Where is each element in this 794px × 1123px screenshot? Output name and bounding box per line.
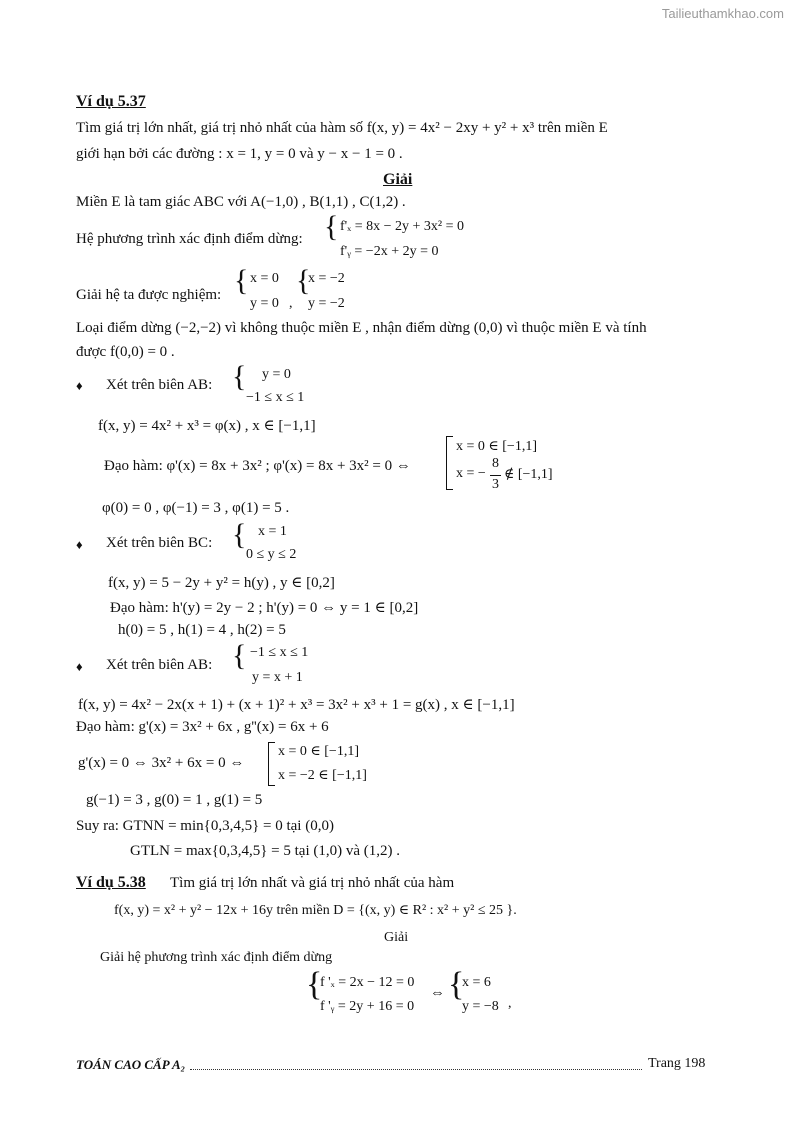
result-min: Suy ra: GTNN = min{0,3,4,5} = 0 tại (0,0) <box>76 818 334 834</box>
system2-eq2: f 'ᵧ = 2y + 16 = 0 <box>320 999 415 1014</box>
boundary-ab2-label: Xét trên biên AB: <box>106 657 213 673</box>
brace: { <box>296 264 311 297</box>
bullet-icon: ♦ <box>76 378 83 393</box>
bc-function: f(x, y) = 5 − 2y + y² = h(y) , y ∈ [0,2] <box>108 575 335 591</box>
bc-condition-1: x = 1 <box>258 524 287 539</box>
result-max: GTLN = max{0,3,4,5} = 5 tại (1,0) và (1,2) . <box>130 843 401 859</box>
bracket <box>446 436 453 490</box>
system2-eq1: f 'ₓ = 2x − 12 = 0 <box>320 975 415 990</box>
ab-root-2a: x = − <box>456 466 486 481</box>
discard-line1: Loại điểm dừng (−2,−2) vì không thuộc miền E , nhận điểm dừng (0,0) vì thuộc miền E và tính <box>76 320 647 336</box>
brace: { <box>232 518 247 551</box>
ab2-condition-2: y = x + 1 <box>252 670 303 685</box>
ab-root-2-denominator: 3 <box>492 477 499 492</box>
system2-sol-x: x = 6 <box>462 975 491 990</box>
stationary-system-label: Hệ phương trình xác định điểm dừng: <box>76 231 303 247</box>
discard-line2: được f(0,0) = 0 . <box>76 344 175 360</box>
boundary-bc-label: Xét trên biên BC: <box>106 535 213 551</box>
brace: { <box>324 210 339 243</box>
system2-sol-y: y = −8 <box>462 999 499 1014</box>
boundary-ab-label: Xét trên biên AB: <box>106 377 213 393</box>
comma: , <box>289 296 293 311</box>
watermark: Tailieuthamkhao.com <box>661 6 784 21</box>
brace: { <box>234 264 249 297</box>
system-eq2: f'ᵧ = −2x + 2y = 0 <box>340 244 439 259</box>
ab-root-1: x = 0 ∈ [−1,1] <box>456 439 537 454</box>
example-title: Ví dụ 5.38 <box>76 874 146 891</box>
comma: , <box>508 996 512 1011</box>
problem-text-line1: Tìm giá trị lớn nhất và giá trị nhỏ nhất của hàm <box>170 875 455 891</box>
solutions-label: Giải hệ ta được nghiệm: <box>76 287 222 303</box>
solution-heading: Giải <box>384 930 409 945</box>
problem-text-line2: giới hạn bởi các đường : x = 1, y = 0 và y − x − 1 = 0 . <box>76 146 403 162</box>
solution-heading: Giải <box>383 171 413 188</box>
footer-title: TOÁN CAO CẤP A₂ <box>76 1057 186 1072</box>
ab-condition-1: y = 0 <box>262 367 291 382</box>
ab-derivative: Đạo hàm: φ'(x) = 8x + 3x² ; φ'(x) = 8x + 3x² = 0 ⇔ <box>104 458 411 474</box>
footer-dotted-leader <box>190 1069 642 1070</box>
problem-text-line1: Tìm giá trị lớn nhất, giá trị nhỏ nhất của hàm số f(x, y) = 4x² − 2xy + y² + x³ trên miền E <box>76 120 608 136</box>
brace: { <box>448 966 465 1003</box>
fraction-bar <box>490 475 501 476</box>
bc-values: h(0) = 5 , h(1) = 4 , h(2) = 5 <box>118 622 286 638</box>
bullet-icon: ♦ <box>76 659 83 674</box>
page-number: Trang 198 <box>648 1056 706 1071</box>
ab-condition-2: −1 ≤ x ≤ 1 <box>246 390 305 405</box>
brace: { <box>306 966 323 1003</box>
bc-derivative: Đạo hàm: h'(y) = 2y − 2 ; h'(y) = 0 ⇔ y = 1 ∈ [0,2] <box>110 600 419 616</box>
solution-line1: Giải hệ phương trình xác định điểm dừng <box>100 950 333 965</box>
ab-root-2-numerator: 8 <box>492 456 499 471</box>
ab2-condition-1: −1 ≤ x ≤ 1 <box>250 645 309 660</box>
example-title: Ví dụ 5.37 <box>76 93 146 110</box>
brace: { <box>232 639 247 672</box>
brace: { <box>232 360 247 393</box>
solution-line-domain: Miền E là tam giác ABC với A(−1,0) , B(1,1) , C(1,2) . <box>76 194 406 210</box>
bullet-icon: ♦ <box>76 537 83 552</box>
bc-condition-2: 0 ≤ y ≤ 2 <box>246 547 297 562</box>
solution-b-y: y = −2 <box>308 296 345 311</box>
solution-a-y: y = 0 <box>250 296 279 311</box>
bracket <box>268 742 275 786</box>
ab2-root-2: x = −2 ∈ [−1,1] <box>278 768 367 783</box>
solution-b-x: x = −2 <box>308 271 345 286</box>
ab2-equation: g'(x) = 0 ⇔ 3x² + 6x = 0 ⇔ <box>78 755 245 771</box>
ab2-function: f(x, y) = 4x² − 2x(x + 1) + (x + 1)² + x³ = 3x² + x³ + 1 = g(x) , x ∈ [−1,1] <box>78 697 515 713</box>
ab2-values: g(−1) = 3 , g(0) = 1 , g(1) = 5 <box>86 792 263 808</box>
ab-function: f(x, y) = 4x² + x³ = φ(x) , x ∈ [−1,1] <box>98 418 316 434</box>
ab2-derivative: Đạo hàm: g'(x) = 3x² + 6x , g''(x) = 6x + 6 <box>76 719 329 735</box>
iff-symbol: ⇔ <box>430 985 445 1001</box>
ab-root-2b: ∉ [−1,1] <box>504 467 553 482</box>
ab-values: φ(0) = 0 , φ(−1) = 3 , φ(1) = 5 . <box>102 500 290 516</box>
ab2-root-1: x = 0 ∈ [−1,1] <box>278 744 359 759</box>
system-eq1: f'ₓ = 8x − 2y + 3x² = 0 <box>340 219 465 234</box>
problem-text-line2: f(x, y) = x² + y² − 12x + 16y trên miền D = {(x, y) ∈ R² : x² + y² ≤ 25 }. <box>114 903 517 918</box>
solution-a-x: x = 0 <box>250 271 279 286</box>
